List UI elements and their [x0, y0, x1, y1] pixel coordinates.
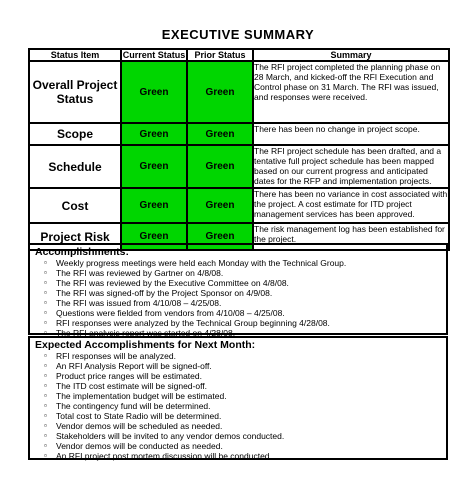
table-row: [29, 123, 449, 145]
list-item: ▫ The RFI analysis report was started on 4/28/08.: [44, 328, 236, 338]
square-bullet-icon: ▫: [44, 278, 47, 287]
square-bullet-icon: ▫: [44, 421, 47, 430]
square-bullet-icon: ▫: [44, 351, 47, 360]
square-bullet-icon: ▫: [44, 298, 47, 307]
square-bullet-icon: ▫: [44, 451, 47, 460]
page-title: EXECUTIVE SUMMARY: [161, 27, 315, 42]
current-status-cell: Green: [121, 145, 187, 188]
list-item: ▫ An RFI Analysis Report will be signed-off.: [44, 361, 212, 371]
list-item: ▫ The contingency fund will be determined.: [44, 401, 211, 411]
accomplishments-heading: Accomplishments:: [35, 246, 129, 258]
status-item-label: Overall Project Status: [29, 61, 121, 123]
current-status-cell: Green: [121, 188, 187, 223]
column-header-current-status: Current Status: [122, 49, 186, 60]
square-bullet-icon: ▫: [44, 268, 47, 277]
summary-cell: There has been no change in project scope.: [253, 123, 449, 145]
status-table: [28, 48, 450, 251]
table-row: [29, 188, 449, 223]
prior-status-cell: Green: [187, 223, 253, 250]
square-bullet-icon: ▫: [44, 401, 47, 410]
list-item: ▫ Stakeholders will be invited to any vendor demos conducted.: [44, 431, 285, 441]
prior-status-cell: Green: [187, 123, 253, 145]
list-item: ▫ The RFI was reviewed by Gartner on 4/8/08.: [44, 268, 224, 278]
current-status-cell: Green: [121, 123, 187, 145]
list-item: ▫ RFI responses will be analyzed.: [44, 351, 177, 361]
executive-summary-page: [28, 0, 448, 494]
summary-cell: The risk management log has been established for the project.: [253, 223, 449, 250]
status-item-label: Scope: [29, 123, 121, 145]
table-row: [29, 145, 449, 188]
status-item-label: Cost: [29, 188, 121, 223]
square-bullet-icon: ▫: [44, 258, 47, 267]
prior-status-cell: Green: [187, 145, 253, 188]
square-bullet-icon: ▫: [44, 318, 47, 327]
summary-cell: The RFI project completed the planning phase on 28 March, and kicked-off the RFI Execution and Control phase on 31 March. The RFI was issued, and responses were received.: [253, 61, 449, 123]
square-bullet-icon: ▫: [44, 308, 47, 317]
square-bullet-icon: ▫: [44, 391, 47, 400]
square-bullet-icon: ▫: [44, 441, 47, 450]
prior-status-cell: Green: [187, 61, 253, 123]
list-item: ▫ Weekly progress meetings were held each Monday with the Technical Group.: [44, 258, 347, 268]
list-item: ▫ The RFI was reviewed by the Executive Committee on 4/8/08.: [44, 278, 289, 288]
accomplishments-section: [28, 243, 448, 338]
expected-accomplishments-section: [28, 336, 448, 460]
status-item-label: Project Risk: [29, 223, 121, 250]
list-item: ▫ RFI responses were analyzed by the Technical Group beginning 4/28/08.: [44, 318, 330, 328]
status-table-header-row: [29, 49, 449, 61]
column-header-status-item: Status Item: [29, 49, 121, 61]
accomplishments-list: [30, 258, 446, 338]
current-status-cell: Green: [121, 61, 187, 123]
list-item: ▫ Questions were fielded from vendors from 4/10/08 – 4/25/08.: [44, 308, 285, 318]
square-bullet-icon: ▫: [44, 431, 47, 440]
list-item: ▫ The RFI was signed-off by the Project Sponsor on 4/9/08.: [44, 288, 273, 298]
list-item: ▫ The implementation budget will be estimated.: [44, 391, 227, 401]
square-bullet-icon: ▫: [44, 288, 47, 297]
prior-status-cell: Green: [187, 188, 253, 223]
current-status-cell: Green: [121, 223, 187, 250]
list-item: ▫ Vendor demos will be scheduled as needed.: [44, 421, 223, 431]
list-item: ▫ Product price ranges will be estimated.: [44, 371, 202, 381]
list-item: ▫ An RFI project post mortem discussion will be conducted.: [44, 451, 272, 461]
list-item: ▫ The RFI was issued from 4/10/08 – 4/25/08.: [44, 298, 222, 308]
square-bullet-icon: ▫: [44, 411, 47, 420]
expected-accomplishments-list: [30, 351, 446, 461]
square-bullet-icon: ▫: [44, 381, 47, 390]
square-bullet-icon: ▫: [44, 328, 47, 337]
expected-accomplishments-heading: Expected Accomplishments for Next Month:: [35, 339, 256, 351]
square-bullet-icon: ▫: [44, 371, 47, 380]
summary-cell: There has been no variance in cost associated with the project. A cost estimate for ITD project management services has been approved.: [253, 188, 449, 223]
summary-cell: The RFI project schedule has been drafted, and a tentative full project schedule has been mapped based on our current progress and anticipated dates for the RFP and implementation projects.: [253, 145, 449, 188]
list-item: ▫ The ITD cost estimate will be signed-off.: [44, 381, 208, 391]
list-item: ▫ Vendor demos will be conducted as needed.: [44, 441, 223, 451]
column-header-prior-status: Prior Status: [187, 49, 253, 61]
table-row: [29, 61, 449, 123]
square-bullet-icon: ▫: [44, 361, 47, 370]
status-item-label: Schedule: [29, 145, 121, 188]
list-item: ▫ Total cost to State Radio will be determined.: [44, 411, 222, 421]
column-header-summary: Summary: [253, 49, 449, 61]
